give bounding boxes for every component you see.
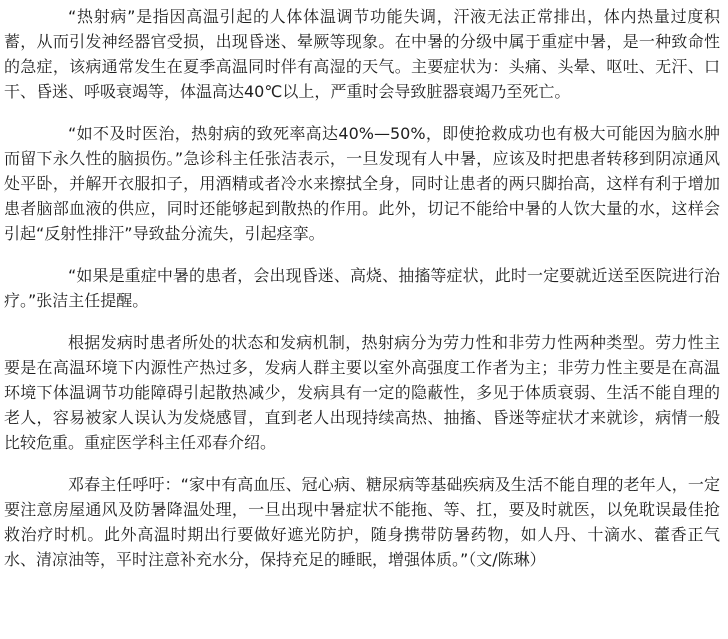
- paragraph-heatstroke-definition: “热射病”是指因高温引起的人体体温调节功能失调，汗液无法正常排出，体内热量过度积蓄，从而引发神经器官受损，出现昏迷、晕厥等现象。在中暑的分级中属于重症中暑，是一种致命性的急症，该病通常发生在夏季高温同时伴有高湿的天气。主要症状为：头痛、头晕、呕吐、无汗、口干、昏迷、呼吸衰竭等，体温高达40℃以上，严重时会导致脏器衰竭乃至死亡。: [4, 7, 720, 101]
- paragraph-heatstroke-types: 根据发病时患者所处的状态和发病机制，热射病分为劳力性和非劳力性两种类型。劳力性主要是在高温环境下内源性产热过多，发病人群主要以室外高强度工作者为主；非劳力性主要是在高温环境下体温调节功能障碍引起散热减少，发病具有一定的隐蔽性，多见于体质衰弱、生活不能自理的老人，容易被家人误认为发烧感冒，直到老人出现持续高热、抽搐、昏迷等症状才来就诊，病情一般比较危重。重症医学科主任邓春介绍。: [4, 333, 720, 452]
- article-body: [4, 4, 720, 572]
- paragraph-prevention-advice: 邓春主任呼吁：“家中有高血压、冠心病、糖尿病等基础疾病及生活不能自理的老年人，一定要注意房屋通风及防暑降温处理，一旦出现中暑症状不能拖、等、扛，要及时就医，以免耽误最佳抢救治疗时机。此外高温时期出行要做好遮光防护，随身携带防暑药物，如人丹、十滴水、藿香正气水、清凉油等，平时注意补充水分，保持充足的睡眠，增强体质。”（文/陈琳）: [4, 475, 720, 569]
- paragraph-severe-case-advice: “如果是重症中暑的患者，会出现昏迷、高烧、抽搐等症状，此时一定要就近送至医院进行治疗。”张洁主任提醒。: [4, 266, 720, 310]
- paragraph-first-aid: “如不及时医治，热射病的致死率高达40%—50%，即使抢救成功也有极大可能因为脑水肿而留下永久性的脑损伤。”急诊科主任张洁表示，一旦发现有人中暑，应该及时把患者转移到阴凉通风处平卧，并解开衣服扣子，用酒精或者冷水来擦拭全身，同时让患者的两只脚抬高，这样有利于增加患者脑部血液的供应，同时还能够起到散热的作用。此外，切记不能给中暑的人饮大量的水，这样会引起“反射性排汗”导致盐分流失，引起痉挛。: [4, 124, 720, 243]
